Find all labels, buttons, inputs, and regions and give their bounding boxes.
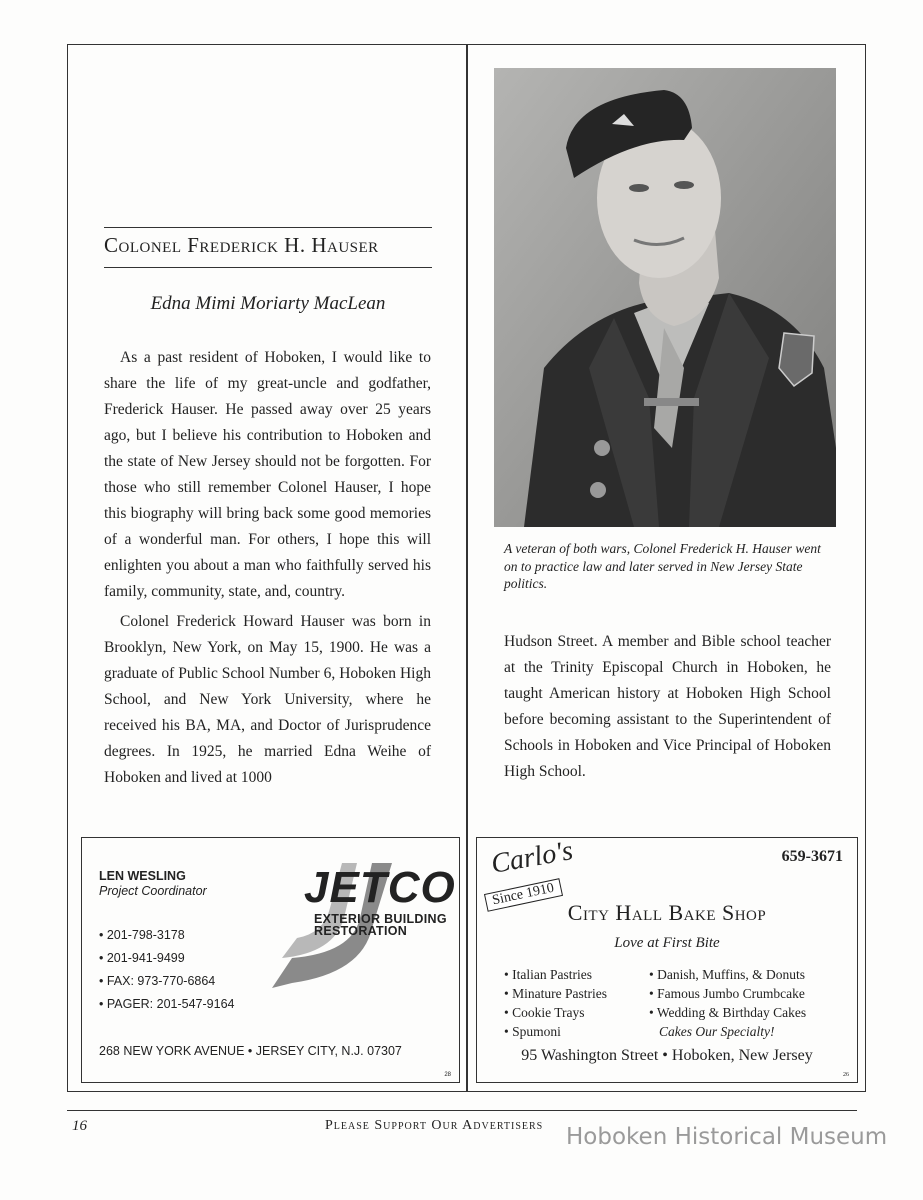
article-body-right: Hudson Street. A member and Bible school teacher at the Trinity Episcopal Church in Hoboken, he taught American history at Hoboken High School before becoming assistant to the Superintendent of Schools in Hoboken and Vice Principal of Hoboken High School. xyxy=(504,633,831,780)
jetco-address: 268 NEW YORK AVENUE • JERSEY CITY, N.J. 07307 xyxy=(99,1044,402,1058)
page-number: 16 xyxy=(72,1118,87,1134)
bakery-phone: 659-3671 xyxy=(781,848,843,865)
paragraph-2: Colonel Frederick Howard Hauser was born in Brooklyn, New York, on May 15, 1900. He was a graduate of Public School Number 6, Hoboken High School, and New York University, where he received his BA, MA, and Doctor of Jurisprudence degrees. In 1925, he married Edna Weihe of Hoboken and lived at 1000 xyxy=(104,613,431,786)
bakery-item: • Minature Pastries xyxy=(504,986,607,1001)
phone-line: • 201-798-3178 xyxy=(99,928,185,942)
phone-line: • FAX: 973-770-6864 xyxy=(99,974,216,988)
jetco-logo: JETCO xyxy=(304,863,456,912)
ad-number: 28 xyxy=(444,1072,451,1078)
contact-name: LEN WESLING xyxy=(99,869,186,883)
bakery-item: • Italian Pastries xyxy=(504,967,592,982)
article-author: Edna Mimi Moriarty MacLean xyxy=(150,293,386,314)
bakery-item: • Famous Jumbo Crumbcake xyxy=(649,986,805,1001)
jetco-logo-sub1: EXTERIOR BUILDING xyxy=(314,912,447,926)
bakery-since-banner: Since 1910 xyxy=(484,878,563,912)
bakery-advertisement xyxy=(476,837,858,1083)
bakery-item: • Danish, Muffins, & Donuts xyxy=(649,967,805,982)
jetco-phone-list xyxy=(99,924,234,1016)
paragraph-1: As a past resident of Hoboken, I would like to share the life of my great-uncle and godfather, Frederick Hauser. He passed away over 25 years ago, but I believe his contribution to Hoboken and the state of New Jersey should not be forgotten. For those who still remember Colonel Hauser, I hope this biography will bring back some good memories of a wonderful man. For others, I hope this will enlighten you about a man who faithfully served his family, community, state, and, country. xyxy=(104,349,431,600)
photo-caption: A veteran of both wars, Colonel Frederick H. Hauser went on to practice law and later served in New Jersey State politics. xyxy=(504,541,821,591)
article-body-left xyxy=(104,345,431,791)
bakery-name: City Hall Bake Shop xyxy=(567,900,767,925)
title-rule-top xyxy=(104,227,432,228)
bakery-item: • Wedding & Birthday Cakes xyxy=(649,1005,807,1020)
portrait-photo xyxy=(494,68,836,527)
phone-line: • 201-941-9499 xyxy=(99,951,185,965)
bakery-address: 95 Washington Street • Hoboken, New Jersey xyxy=(521,1047,813,1064)
bakery-item: • Spumoni xyxy=(504,1024,561,1039)
title-rule-bottom xyxy=(104,267,432,268)
footer-text: Please Support Our Advertisers xyxy=(325,1118,544,1133)
jetco-logo-sub2: RESTORATION xyxy=(314,924,408,938)
bakery-items-left xyxy=(504,965,607,1041)
bakery-tagline: Love at First Bite xyxy=(614,935,720,951)
bakery-specialty: Cakes Our Specialty! xyxy=(659,1024,775,1039)
footer-rule xyxy=(67,1110,857,1111)
column-divider xyxy=(466,44,468,1092)
bakery-items-right xyxy=(649,965,806,1041)
bakery-script-name: Carlo's xyxy=(488,835,576,880)
soldier-portrait-icon xyxy=(494,68,836,527)
contact-role: Project Coordinator xyxy=(99,884,207,898)
phone-line: • PAGER: 201-547-9164 xyxy=(99,997,235,1011)
museum-watermark: Hoboken Historical Museum xyxy=(566,1124,888,1150)
bakery-item: • Cookie Trays xyxy=(504,1005,585,1020)
jetco-advertisement xyxy=(81,837,460,1083)
ad-number: 26 xyxy=(843,1072,849,1078)
article-title: Colonel Frederick H. Hauser xyxy=(104,233,379,257)
